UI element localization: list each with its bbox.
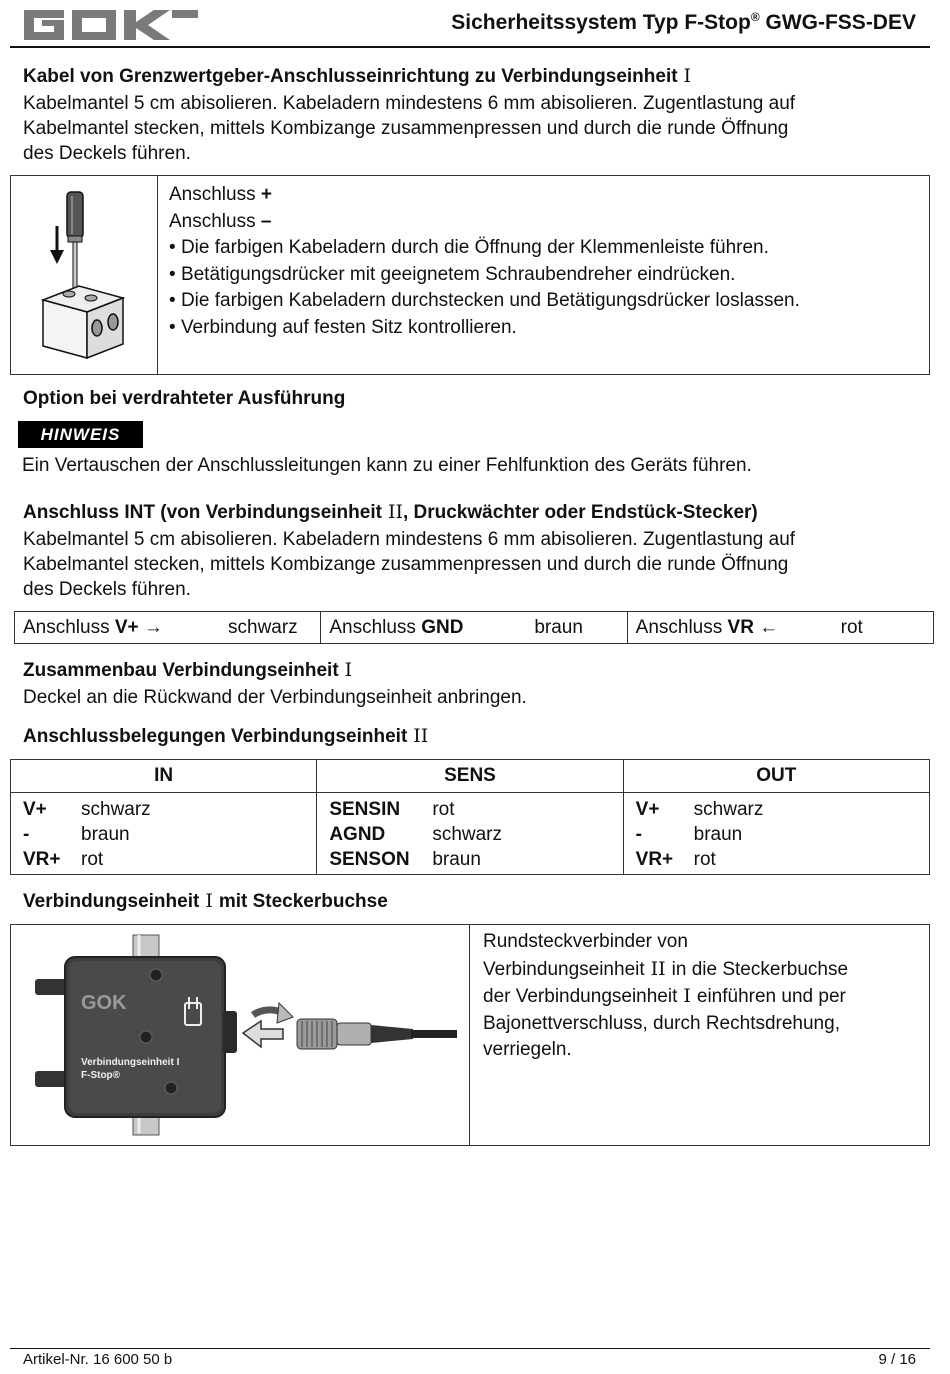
svg-text:Verbindungseinheit I: Verbindungseinheit I <box>81 1057 180 1068</box>
column-header-sens: SENS <box>317 760 623 792</box>
socket-instruction-box <box>10 924 930 1146</box>
section-heading-int: Anschluss INT (von Verbindungseinheit II, Druckwächter oder Endstück-Stecker) <box>23 501 758 523</box>
list-item: • Die farbigen Kabeladern durchstecken und Betätigungsdrücker loslassen. <box>169 288 800 315</box>
pin-assignment-table <box>10 759 930 875</box>
terminal-instruction-box <box>10 175 930 375</box>
hinweis-text: Ein Vertauschen der Anschlussleitungen kann zu einer Fehlfunktion des Geräts führen. <box>22 455 752 476</box>
box-divider <box>469 925 470 1145</box>
section-heading-socket: Verbindungseinheit I mit Steckerbuchse <box>23 890 388 912</box>
box-divider <box>157 176 158 374</box>
connector-unit-photo <box>21 933 461 1138</box>
svg-text:GOK: GOK <box>81 992 127 1014</box>
connection-cell-vr: Anschluss VR ← rot <box>635 617 863 638</box>
section-heading-option: Option bei verdrahteter Ausführung <box>23 388 346 409</box>
instruction-list <box>169 235 800 341</box>
header-rule <box>10 46 930 48</box>
document-title: Sicherheitssystem Typ F-Stop® GWG-FSS-DEV <box>451 10 916 34</box>
column-header-out: OUT <box>756 765 797 786</box>
section-heading-assembly: Zusammenbau Verbindungseinheit I <box>23 659 353 681</box>
pin-column-sens: SENSIN rot AGND schwarz SENSON braun <box>317 793 623 875</box>
plus-terminal-label: Anschluss + <box>169 184 272 205</box>
pin-column-in: V+ schwarz - braun VR+ rot <box>11 793 317 875</box>
connection-cell-gnd: Anschluss GND braun <box>321 612 627 643</box>
connection-table <box>14 611 934 644</box>
hinweis-badge: HINWEIS <box>18 421 143 448</box>
footer-rule <box>10 1348 930 1349</box>
svg-text:F-Stop®: F-Stop® <box>81 1070 121 1081</box>
section-text-cable: Kabelmantel 5 cm abisolieren. Kabeladern mindestens 6 mm abisolieren. Zugentlastung auf Kabelmantel stecken, mittels Kombizange zusammenpressen und durch die runde Öffnung des Deckels führen. <box>23 93 796 164</box>
section-text-int: Kabelmantel 5 cm abisolieren. Kabeladern mindestens 6 mm abisolieren. Zugentlastung auf Kabelmantel stecken, mittels Kombizange zusammenpressen und durch die runde Öffnung des Deckels führen. <box>23 529 796 600</box>
list-item: • Verbindung auf festen Sitz kontrollieren. <box>169 315 800 342</box>
pin-column-out: V+ schwarz - braun VR+ rot <box>635 799 764 870</box>
terminal-instructions <box>169 182 800 341</box>
screwdriver-terminal-icon <box>39 190 131 360</box>
section-text-assembly: Deckel an die Rückwand der Verbindungseinheit anbringen. <box>23 687 527 708</box>
socket-instructions: Rundsteckverbinder von Verbindungseinheit II in die Steckerbuchse der Verbindungseinheit I einführen und per Bajonettverschluss, durch Rechtsdrehung, verriegeln. <box>483 931 849 1060</box>
list-item: • Die farbigen Kabeladern durch die Öffnung der Klemmenleiste führen. <box>169 235 800 262</box>
section-heading-pins: Anschlussbelegungen Verbindungseinheit II <box>23 725 429 747</box>
list-item: • Betätigungsdrücker mit geeignetem Schraubendreher eindrücken. <box>169 262 800 289</box>
page-number: 9 / 16 <box>878 1351 916 1368</box>
column-header-in: IN <box>11 760 317 792</box>
article-number: Artikel-Nr. 16 600 50 b <box>23 1351 173 1368</box>
pin-table-header <box>11 760 929 793</box>
connection-cell-vplus: Anschluss V+ → schwarz <box>15 612 321 643</box>
section-heading-cable: Kabel von Grenzwertgeber-Anschlusseinrichtung zu Verbindungseinheit I <box>23 65 692 87</box>
minus-terminal-label: Anschluss – <box>169 210 272 232</box>
gok-logo <box>22 8 200 42</box>
